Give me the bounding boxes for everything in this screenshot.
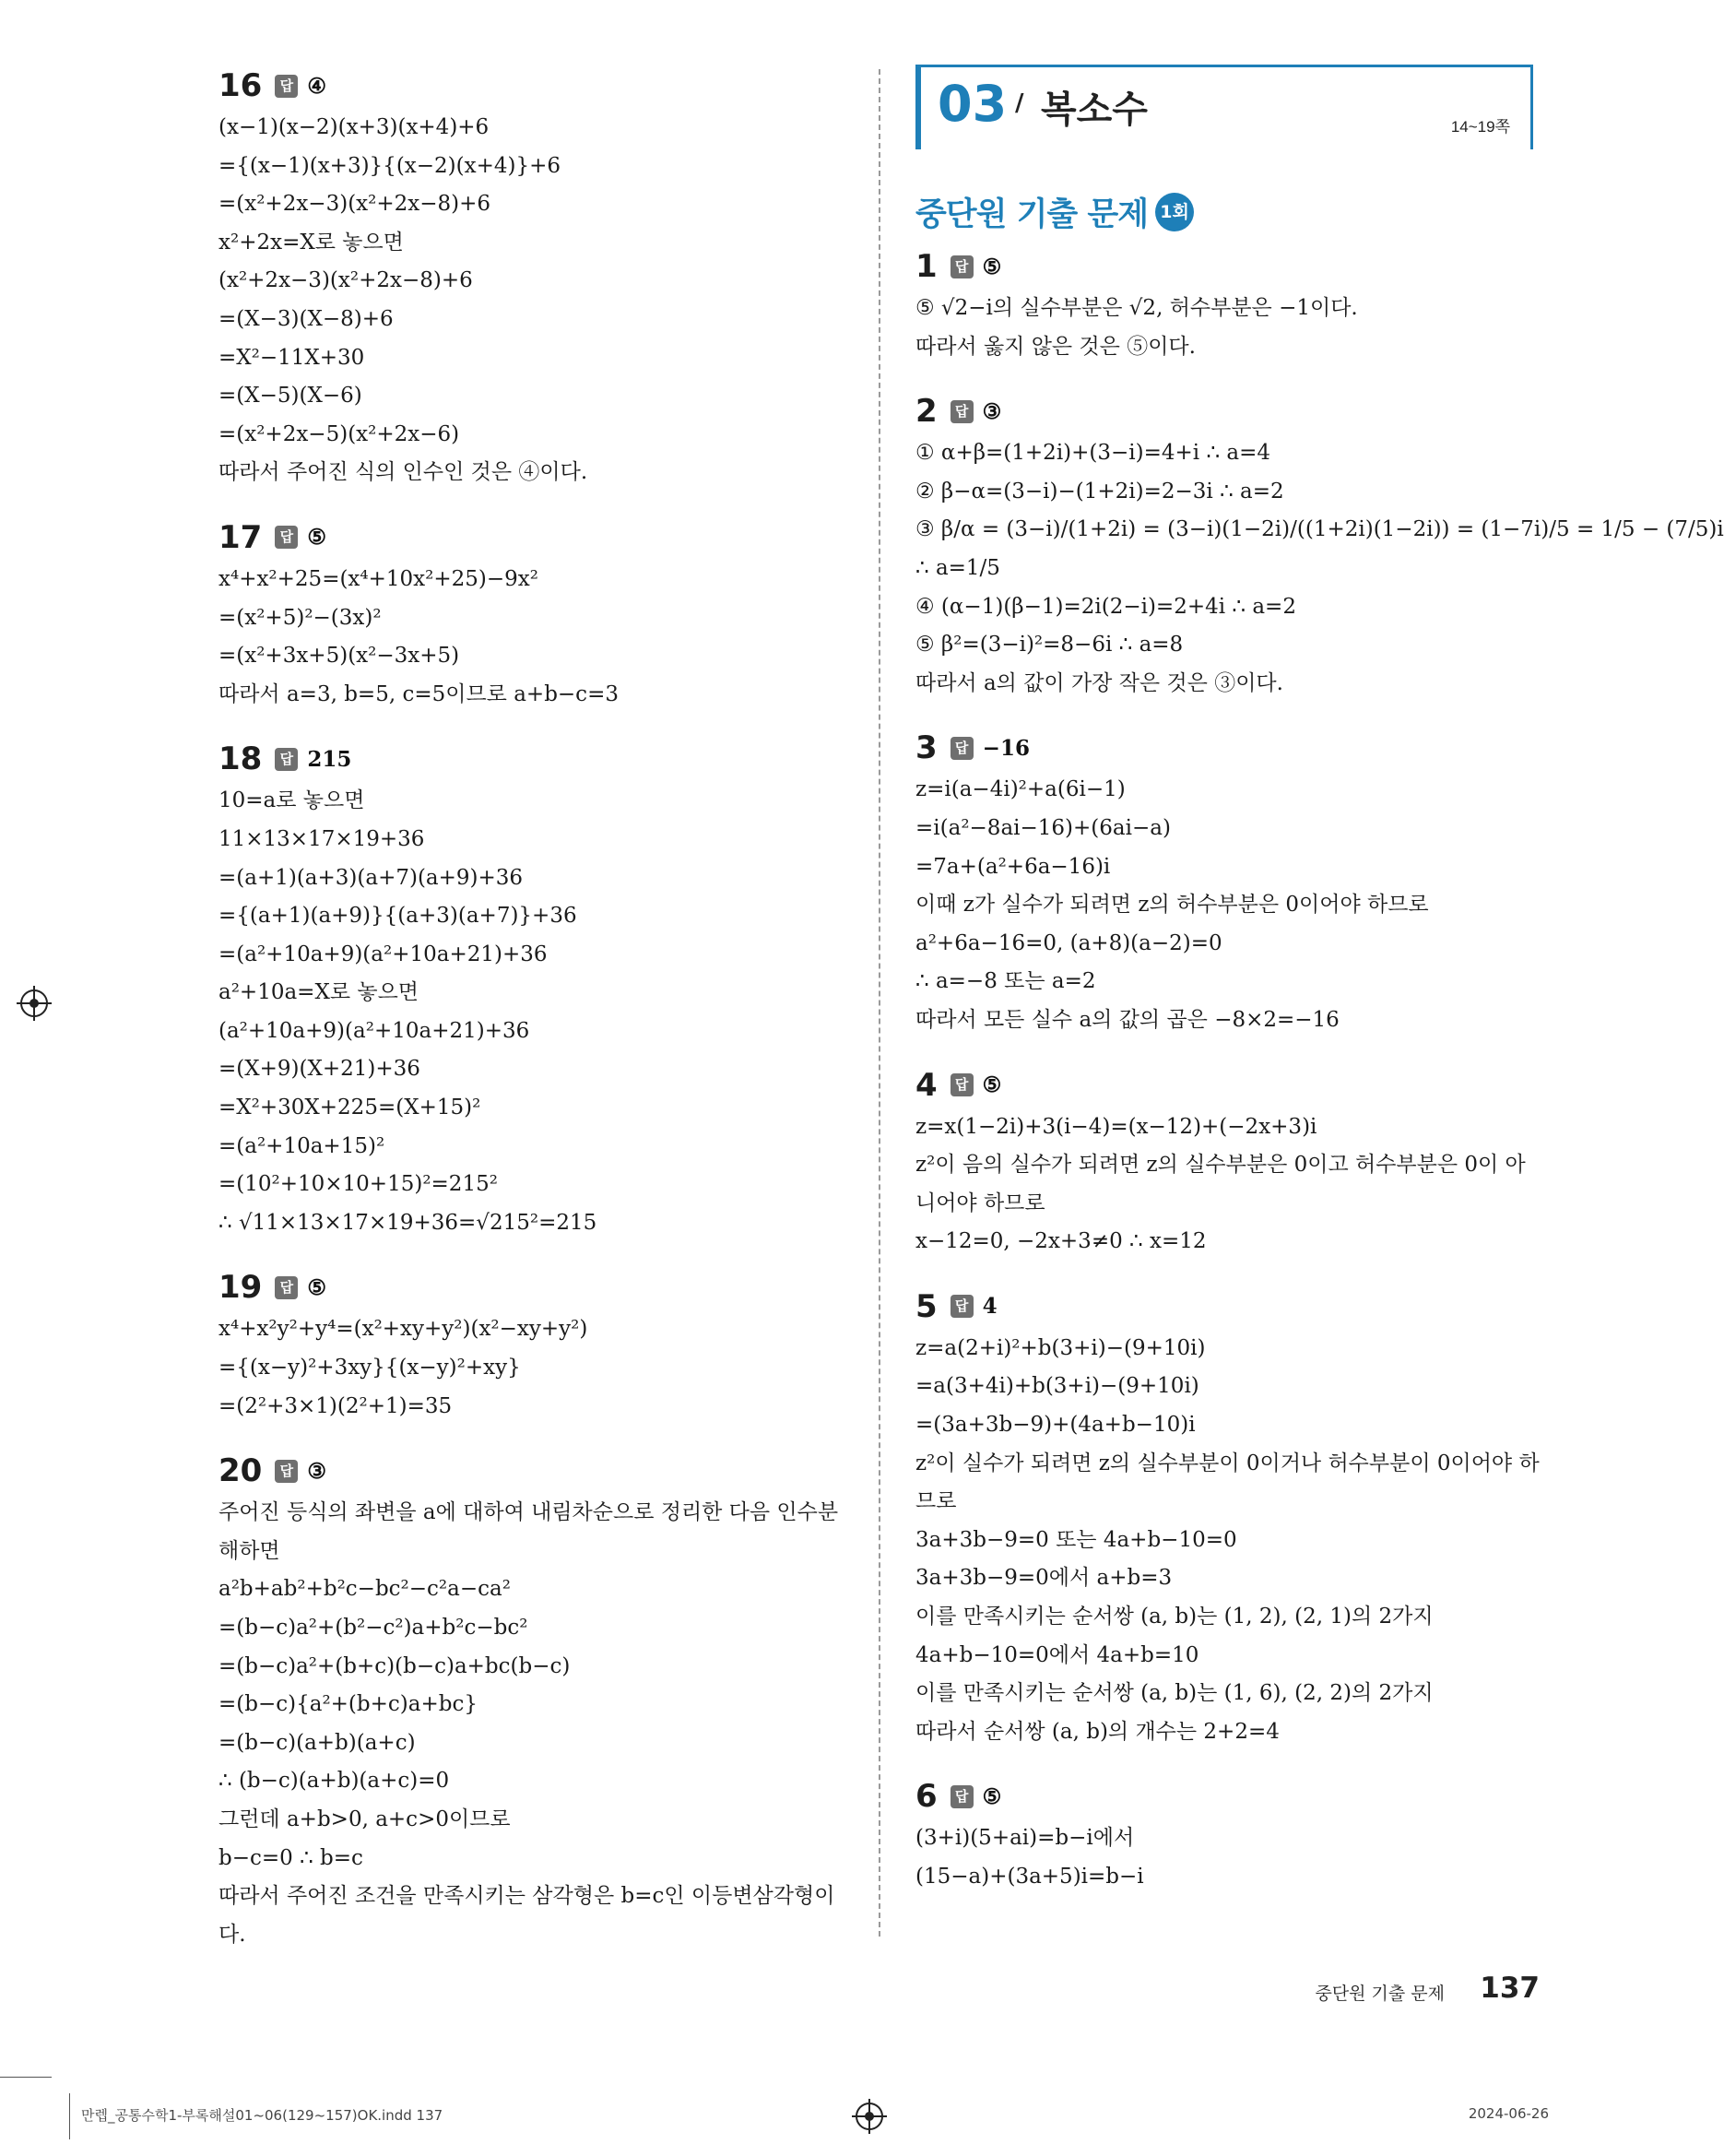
problem-17: [218, 516, 845, 714]
problem-header: [915, 245, 1542, 288]
solution-line: 주어진 등식의 좌변을 a에 대하여 내림차순으로 정리한 다음 인수분: [218, 1500, 839, 1525]
answer-value: 215: [307, 746, 352, 772]
problem-header: [218, 516, 845, 559]
problem-number: 20: [218, 1452, 263, 1490]
solution-line: =(a+1)(a+3)(a+7)(a+9)+36: [218, 865, 524, 890]
solution-line: 11×13×17×19+36: [218, 826, 425, 851]
solution-line: (a²+10a+9)(a²+10a+21)+36: [218, 1018, 530, 1043]
solution-line: =X²−11X+30: [218, 345, 365, 370]
solution-line: ={(x−y)²+3xy}{(x−y)²+xy}: [218, 1356, 521, 1380]
answer-value: ④: [307, 73, 326, 99]
chapter-number: 03: [938, 75, 1008, 133]
answer-value: ⑤: [307, 525, 326, 551]
solution-line: 이를 만족시키는 순서쌍 (a, b)는 (1, 2), (2, 1)의 2가지: [915, 1605, 1434, 1629]
solution-line: =(x²+2x−5)(x²+2x−6): [218, 421, 460, 446]
solution-line: 이를 만족시키는 순서쌍 (a, b)는 (1, 6), (2, 2)의 2가지: [915, 1681, 1434, 1706]
solution-line: =(a²+10a+15)²: [218, 1133, 385, 1158]
solution-line: 따라서 주어진 식의 인수인 것은 ④이다.: [218, 460, 588, 485]
crop-mark-v: [69, 2093, 70, 2139]
answer-value: ⑤: [307, 1274, 326, 1300]
solution-line: 3a+3b−9=0에서 a+b=3: [915, 1566, 1173, 1591]
registration-mark-left: [20, 989, 48, 1017]
solution-line: 따라서 순서쌍 (a, b)의 개수는 2+2=4: [915, 1719, 1280, 1744]
problem-2: [915, 390, 1724, 703]
answer-badge: 답: [275, 1276, 298, 1299]
solution-line: (x²+2x−3)(x²+2x−8)+6: [218, 268, 473, 293]
problem-20: [218, 1450, 845, 1954]
solution-line: (x−1)(x−2)(x+3)(x+4)+6: [218, 115, 490, 139]
solution-line: ① α+β=(1+2i)+(3−i)=4+i ∴ a=4: [915, 441, 1271, 466]
problem-header: [915, 727, 1542, 769]
solution-line: a²+10a=X로 놓으면: [218, 980, 419, 1005]
solution-line: =(x²+3x+5)(x²−3x+5): [218, 644, 460, 669]
solution-line: 다.: [218, 1922, 246, 1947]
solution-line: a²+6a−16=0, (a+8)(a−2)=0: [915, 930, 1222, 955]
section-badge: 1회: [1155, 193, 1194, 231]
solution-line: 따라서 옳지 않은 것은 ⑤이다.: [915, 334, 1196, 359]
solution-line: =(b−c)a²+(b+c)(b−c)a+bc(b−c): [218, 1653, 571, 1678]
problem-number: 1: [915, 248, 938, 285]
answer-badge: 답: [275, 75, 298, 98]
solution-line: 따라서 a의 값이 가장 작은 것은 ③이다.: [915, 670, 1283, 695]
solution-line: x²+2x=X로 놓으면: [218, 230, 404, 255]
section-heading: [915, 184, 1542, 240]
solution-line: x−12=0, −2x+3≠0 ∴ x=12: [915, 1229, 1207, 1254]
solution-line: 따라서 a=3, b=5, c=5이므로 a+b−c=3: [218, 681, 619, 706]
problem-number: 4: [915, 1066, 938, 1104]
problem-18: [218, 738, 845, 1242]
problem-number: 6: [915, 1778, 938, 1816]
solution-line: ④ (α−1)(β−1)=2i(2−i)=2+4i ∴ a=2: [915, 594, 1296, 619]
answer-badge: 답: [951, 1295, 974, 1318]
page-number: 137: [1480, 1972, 1540, 2005]
solution-line: 그런데 a+b>0, a+c>0이므로: [218, 1807, 511, 1831]
answer-badge: 답: [951, 1785, 974, 1808]
solution-line: =(10²+10×10+15)²=215²: [218, 1172, 498, 1197]
problem-5: [915, 1285, 1542, 1752]
solution-line: a²b+ab²+b²c−bc²−c²a−ca²: [218, 1577, 511, 1602]
answer-badge: 답: [951, 400, 974, 423]
problem-header: [218, 65, 845, 107]
chapter-pages: 14~19쪽: [1450, 118, 1510, 136]
solution-line: ={(a+1)(a+9)}{(a+3)(a+7)}+36: [218, 904, 577, 929]
problem-header: [218, 738, 845, 780]
problem-number: 3: [915, 729, 938, 767]
solution-line: 해하면: [218, 1538, 280, 1563]
answer-value: 4: [982, 1294, 998, 1320]
solution-line: =7a+(a²+6a−16)i: [915, 854, 1111, 879]
answer-value: ③: [982, 398, 1002, 424]
solution-line: =(b−c){a²+(b+c)a+bc}: [218, 1692, 478, 1717]
solution-line: 4a+b−10=0에서 4a+b=10: [915, 1642, 1199, 1667]
solution-line: (15−a)+(3a+5)i=b−i: [915, 1865, 1144, 1889]
problem-4: [915, 1064, 1542, 1262]
problem-6: [915, 1775, 1542, 1896]
problem-number: 18: [218, 740, 263, 778]
problem-16: [218, 65, 845, 492]
answer-badge: 답: [275, 1460, 298, 1483]
solution-line: ⑤ β²=(3−i)²=8−6i ∴ a=8: [915, 633, 1184, 657]
answer-badge: 답: [275, 526, 298, 549]
solution-line: 므로: [915, 1489, 957, 1514]
answer-value: ⑤: [982, 254, 1002, 279]
solution-line: =(X−3)(X−8)+6: [218, 306, 394, 331]
problem-header: [915, 1775, 1542, 1818]
right-problems: [915, 245, 1724, 1897]
solution-line: =(X+9)(X+21)+36: [218, 1057, 420, 1082]
solution-line: 이때 z가 실수가 되려면 z의 허수부분은 0이어야 하므로: [915, 893, 1429, 918]
problem-number: 16: [218, 67, 263, 104]
solution-line: ∴ a=−8 또는 a=2: [915, 969, 1096, 994]
problem-number: 17: [218, 518, 263, 556]
solution-line: =(x²+5)²−(3x)²: [218, 605, 382, 630]
answer-badge: 답: [275, 748, 298, 771]
solution-line: ② β−α=(3−i)−(1+2i)=2−3i ∴ a=2: [915, 479, 1284, 503]
left-column: [218, 65, 845, 1978]
problem-3: [915, 727, 1542, 1039]
solution-line: =(b−c)(a+b)(a+c): [218, 1730, 416, 1755]
solution-line: ⑤ √2−i의 실수부분은 √2, 허수부분은 −1이다.: [915, 296, 1358, 320]
answer-badge: 답: [951, 1073, 974, 1096]
solution-line: =(x²+2x−3)(x²+2x−8)+6: [218, 192, 491, 217]
solution-line: b−c=0 ∴ b=c: [218, 1845, 363, 1870]
solution-line: =X²+30X+225=(X+15)²: [218, 1096, 481, 1120]
solution-line: =(b−c)a²+(b²−c²)a+b²c−bc²: [218, 1616, 528, 1640]
problem-header: [915, 1064, 1542, 1107]
problem-number: 19: [218, 1269, 263, 1307]
problem-header: [915, 1285, 1542, 1328]
chapter-header: [915, 65, 1533, 149]
problem-number: 5: [915, 1287, 938, 1325]
answer-badge: 답: [951, 255, 974, 278]
chapter-slash: /: [1015, 89, 1024, 117]
solution-line: 10=a로 놓으면: [218, 788, 365, 813]
solution-line: ={(x−1)(x+3)}{(x−2)(x+4)}+6: [218, 153, 561, 178]
problem-header: [218, 1450, 845, 1492]
solution-line: 따라서 주어진 조건을 만족시키는 삼각형은 b=c인 이등변삼각형이: [218, 1884, 835, 1909]
solution-line: =(3a+3b−9)+(4a+b−10)i: [915, 1413, 1196, 1438]
solution-line: z=i(a−4i)²+a(6i−1): [915, 777, 1126, 802]
problem-19: [218, 1266, 845, 1426]
solution-line: (3+i)(5+ai)=b−i에서: [915, 1826, 1135, 1851]
solution-line: z=x(1−2i)+3(i−4)=(x−12)+(−2x+3)i: [915, 1114, 1317, 1139]
problem-number: 2: [915, 393, 938, 431]
answer-badge: 답: [951, 737, 974, 760]
problem-header: [915, 390, 1542, 432]
registration-mark-bottom: [856, 2103, 883, 2130]
print-slug-date: 2024-06-26: [1468, 2105, 1549, 2122]
answer-value: ⑤: [982, 1072, 1002, 1097]
solution-line: 따라서 모든 실수 a의 값의 곱은 −8×2=−16: [915, 1007, 1340, 1032]
right-column: [915, 65, 1724, 1921]
problem-header: [218, 1266, 845, 1309]
solution-line: ③ β/α = (3−i)/(1+2i) = (3−i)(1−2i)/((1+2i)(1−2i)) = (1−7i)/5 = 1/5 − (7/5)i: [915, 517, 1724, 542]
solution-line: =(X−5)(X−6): [218, 384, 362, 409]
solution-line: =a(3+4i)+b(3+i)−(9+10i): [915, 1374, 1199, 1399]
solution-line: ∴ a=1/5: [915, 555, 1000, 580]
solution-line: z²이 실수가 되려면 z의 실수부분이 0이거나 허수부분이 0이어야 하: [915, 1451, 1540, 1475]
solution-line: =(a²+10a+9)(a²+10a+21)+36: [218, 942, 548, 966]
chapter-title: 복소수: [1041, 89, 1148, 131]
answer-value: ⑤: [982, 1783, 1002, 1809]
solution-line: ∴ √11×13×17×19+36=√215²=215: [218, 1210, 597, 1235]
column-divider: [879, 69, 880, 1937]
solution-line: z²이 음의 실수가 되려면 z의 실수부분은 0이고 허수부분은 0이 아: [915, 1153, 1526, 1178]
solution-line: x⁴+x²+25=(x⁴+10x²+25)−9x²: [218, 566, 538, 591]
answer-value: −16: [982, 735, 1030, 761]
solution-line: ∴ (b−c)(a+b)(a+c)=0: [218, 1769, 450, 1794]
section-title: 중단원 기출 문제: [915, 196, 1149, 233]
solution-line: z=a(2+i)²+b(3+i)−(9+10i): [915, 1335, 1206, 1360]
solution-line: x⁴+x²y²+y⁴=(x²+xy+y²)(x²−xy+y²): [218, 1317, 588, 1342]
crop-mark-h: [0, 2077, 52, 2078]
problem-1: [915, 245, 1542, 366]
print-slug-file: 만렙_공통수학1-부록해설01~06(129~157)OK.indd 137: [81, 2107, 443, 2124]
footer-section: 중단원 기출 문제: [1315, 1984, 1445, 2004]
solution-line: 니어야 하므로: [915, 1191, 1045, 1215]
solution-line: 3a+3b−9=0 또는 4a+b−10=0: [915, 1527, 1237, 1552]
answer-value: ③: [307, 1458, 326, 1484]
solution-line: =i(a²−8ai−16)+(6ai−a): [915, 815, 1171, 840]
solution-line: =(2²+3×1)(2²+1)=35: [218, 1393, 453, 1418]
